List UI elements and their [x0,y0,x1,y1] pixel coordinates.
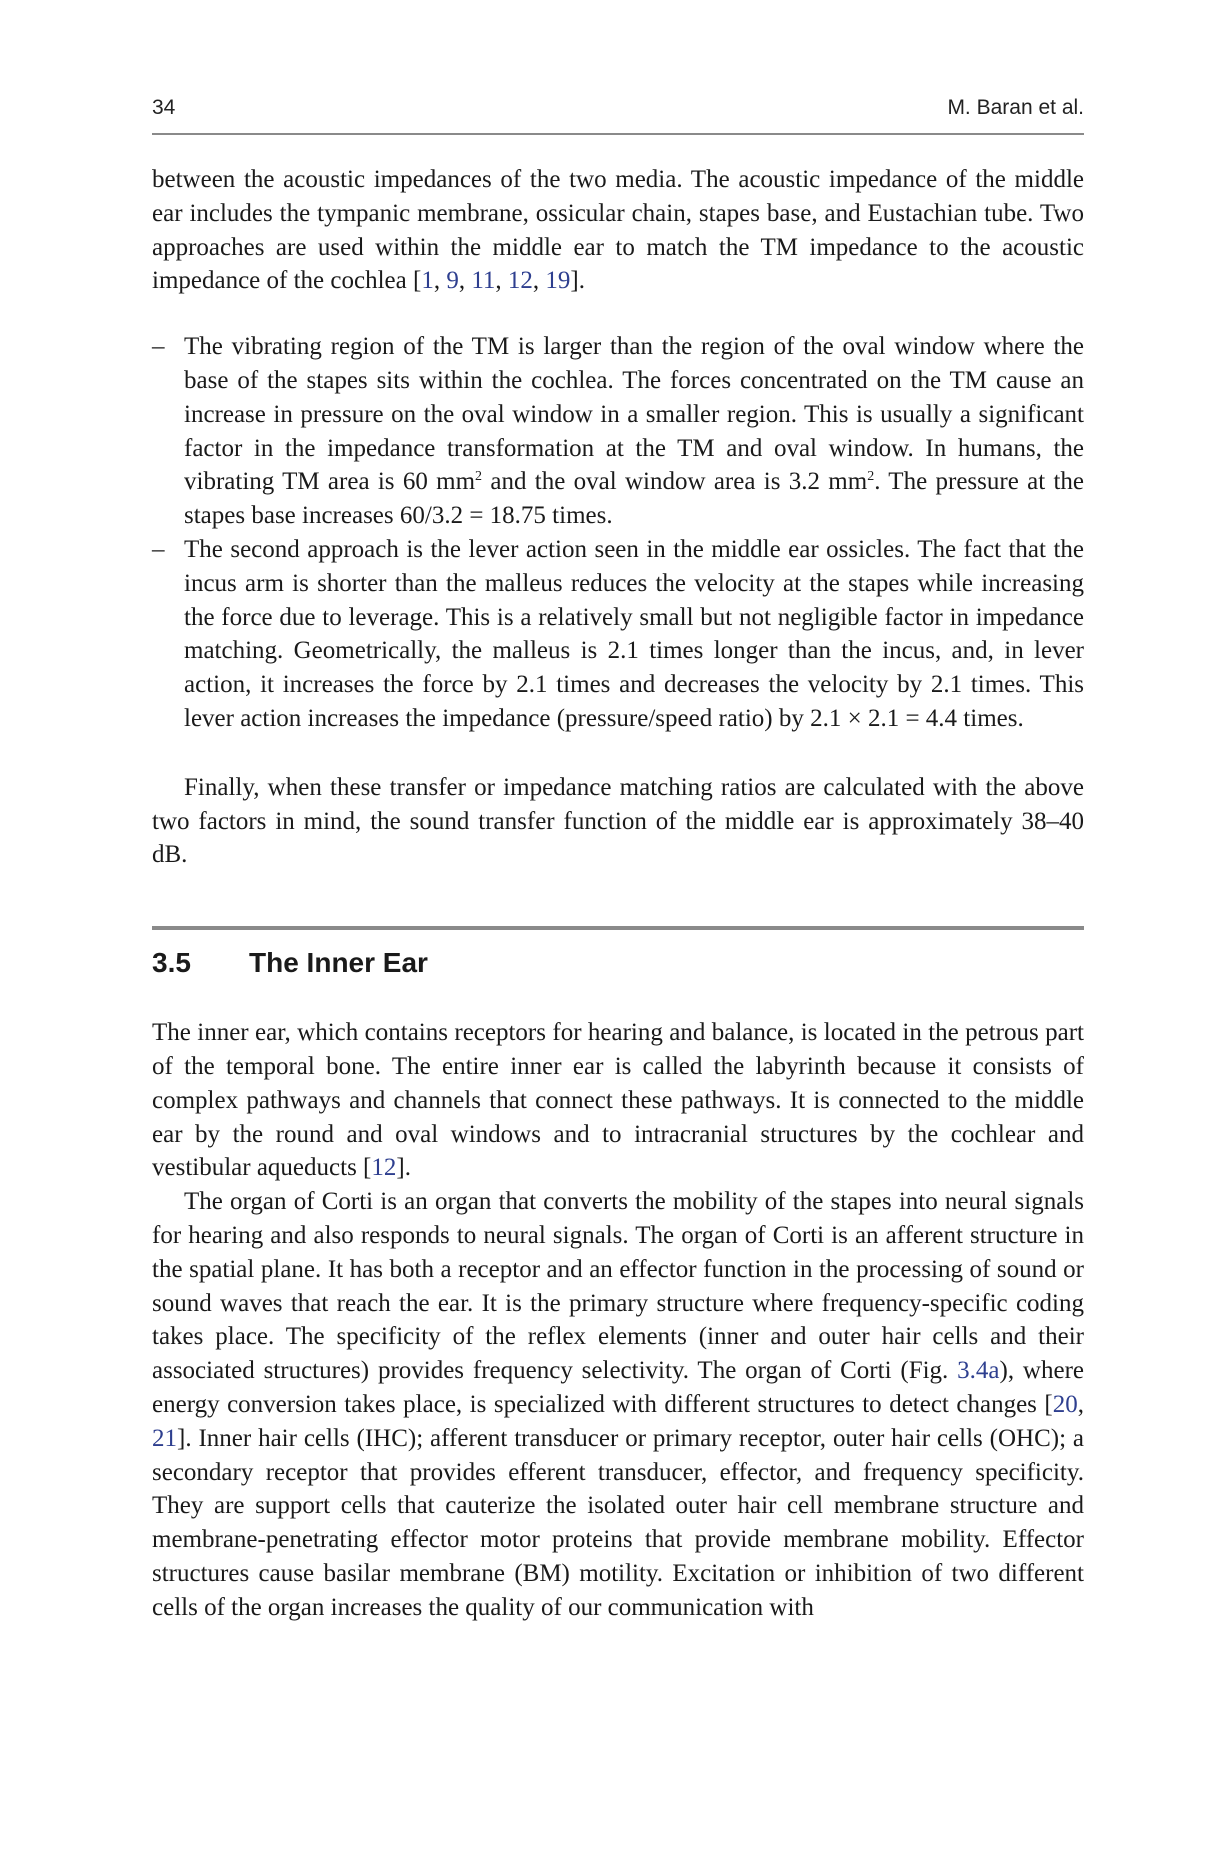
intro-end: ]. [570,267,585,295]
running-head-authors: M. Baran et al. [947,96,1084,119]
section-heading [152,944,1084,982]
superscript: 2 [867,469,875,485]
body-text [152,163,1084,1624]
paragraph-text: ), where energy conversion takes place, is specialized with different structures to detect changes [ [152,1357,1084,1418]
citation-12[interactable]: 12 [507,267,533,295]
intro-paragraph: between the acoustic impedances of the two media. The acoustic impedance of the middle ear includes the tympanic membrane, ossicular chain, stapes base, and Eustachian tube. Two approaches are used within the middle ear to match the TM impedance to the acoustic impedance of the cochlea [1, 9, 11, 12, 19]. [152,166,1084,295]
bullet-text: and the oval window area is 3.2 mm [482,468,868,496]
citation-12[interactable]: 12 [371,1154,397,1182]
citation-9[interactable]: 9 [446,267,459,295]
bullet-dash: – [152,333,165,361]
bullet-list [152,330,1084,736]
section-number: 3.5 [152,947,191,979]
citation-20[interactable]: 20 [1052,1390,1078,1418]
section-title: The Inner Ear [249,947,428,979]
bullet-dash: – [152,535,165,563]
citation-1[interactable]: 1 [421,267,434,295]
section-divider [152,926,1084,930]
section-paragraph-1 [152,1016,1084,1185]
bullet-text: The vibrating region of the TM is larger than the region of the oval window where the base of the stapes sits within the cochlea. The forces concentrated on the TM cause an increase in pressure on the oval window in a smaller region. This is usually a significant factor in the impedance transformation at the TM and oval window. In humans, the vibrating TM area is 60 mm [184,333,1084,496]
intro-text: between the acoustic impedances of the two media. The acoustic impedance of the middle ear includes the tympanic membrane, ossicular chain, stapes base, and Eustachian tube. Two approaches are used within the middle ear to match the TM impedance to the acoustic impedance of the cochlea [ [152,166,1084,295]
header-divider [152,133,1084,135]
paragraph-text: The inner ear, which contains receptors for hearing and balance, is located in the petrous part of the temporal bone. The entire inner ear is called the labyrinth because it consists of complex pathways and channels that connect these pathways. It is connected to the middle ear by the round and oval windows and to intracranial structures by the cochlear and vestibular aqueducts [ [152,1019,1084,1182]
section-paragraph-2: The organ of Corti is an organ that converts the mobility of the stapes into neural signals for hearing and also responds to neural signals. The organ of Corti is an afferent structure in the spatial plane. It has both a receptor and an effector function in the processing of sound or sound waves that reach the ear. It is the primary structure where frequency-specific coding takes place. The specificity of the reflex elements (inner and outer hair cells and their associated structures) provides frequency selectivity. The organ of Corti (Fig. 3.4a), where energy conversion takes place, is specialized with different structures to detect changes [20, 21]. Inner hair cells (IHC); afferent transducer or primary receptor, outer hair cells (OHC); a secondary receptor that provides efferent transducer, effector, and frequency specificity. They are support cells that cauterize the isolated outer hair cell membrane structure and membrane-penetrating effector motor proteins that provide membrane mobility. Effector structures cause basilar membrane (BM) motility. Excitation or inhibition of two different cells of the organ increases the quality of our communication with [152,1188,1084,1621]
page-number: 34 [152,96,176,119]
paragraph-text: The organ of Corti is an organ that converts the mobility of the stapes into neural signals for hearing and also responds to neural signals. The organ of Corti is an afferent structure in the spatial plane. It has both a receptor and an effector function in the processing of sound or sound waves that reach the ear. It is the primary structure where frequency-specific coding takes place. The specificity of the reflex elements (inner and outer hair cells and their associated structures) provides frequency selectivity. The organ of Corti (Fig. [152,1188,1084,1385]
bullet-item-lever-action [152,533,1084,736]
superscript: 2 [475,469,483,485]
bullet-text: The second approach is the lever action seen in the middle ear ossicles. The fact that the incus arm is shorter than the malleus reduces the velocity at the stapes while increasing the force due to leverage. This is a relatively small but not negligible factor in impedance matching. Geometrically, the malleus is 2.1 times longer than the incus, and, in lever action, it increases the force by 2.1 times and decreases the velocity by 2.1 times. This lever action increases the impedance (pressure/speed ratio) by 2.1 × 2.1 = 4.4 times. [184,535,1084,732]
bullet-item-surface-area [152,330,1084,533]
citation-21[interactable]: 21 [152,1424,177,1452]
closing-paragraph: Finally, when these transfer or impedance matching ratios are calculated with the above two factors in mind, the sound transfer function of the middle ear is approximately 38–40 dB. [152,773,1084,869]
bullet-text: . The pressure at the stapes base increases 60/3.2 = 18.75 times. [184,468,1084,530]
citation-19[interactable]: 19 [545,267,571,295]
citation-11[interactable]: 11 [471,267,496,295]
running-head [152,96,1084,126]
paragraph-end: ]. [396,1154,411,1182]
figure-reference[interactable]: 3.4a [957,1357,1000,1385]
paragraph-text: ]. Inner hair cells (IHC); afferent transducer or primary receptor, outer hair cells (OHC); a secondary receptor that provides efferent transducer, effector, and frequency specificity. They are support cells that cauterize the isolated outer hair cell membrane structure and membrane-penetrating effector motor proteins that provide membrane mobility. Effector structures cause basilar membrane (BM) motility. Excitation or inhibition of two different cells of the organ increases the quality of our communication with [152,1424,1084,1621]
